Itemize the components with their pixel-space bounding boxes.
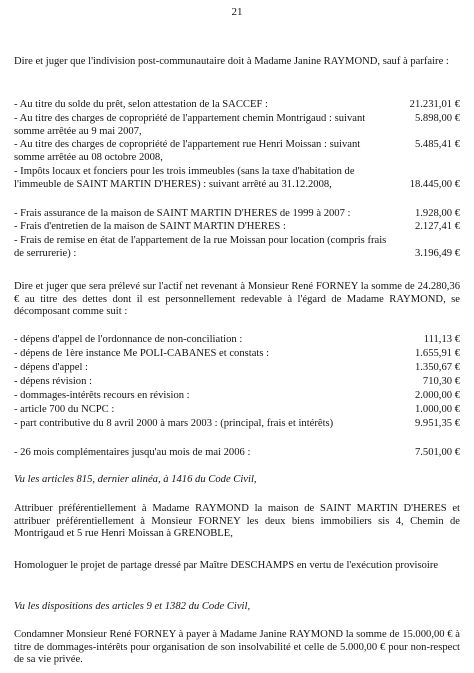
debt-amount: 9.951,35 € <box>414 418 460 429</box>
debt-amount: 1.350,67 € <box>414 362 460 373</box>
debt-text: - article 700 du NCPC : <box>14 404 115 415</box>
debt-amount: 111,13 € <box>423 334 460 345</box>
debt-row <box>14 447 460 460</box>
debt-intro-paragraph: Dire et juger que sera prélevé sur l'actif net revenant à Monsieur René FORNEY la somme de 24.280,36 € au titre des dettes dont il est personnellement redevable à l'égard de Madame RAYMOND, se décomposant comme suit : <box>14 281 460 318</box>
claim-text: - Au titre des charges de copropriété de l'appartement chemin Montrigaud : suivant somme arrêtée au 9 mai 2007, <box>14 113 366 137</box>
debt-amount: 1.655,91 € <box>414 348 460 359</box>
debt-row <box>14 376 460 389</box>
claim-text: - Frais assurance de la maison de SAINT MARTIN D'HERES de 1999 à 2007 : <box>14 208 351 219</box>
claim-row <box>14 208 460 221</box>
claim-row <box>14 99 460 112</box>
claim-row <box>14 221 460 234</box>
debt-amount: 2.000,00 € <box>414 390 460 401</box>
condemnation-paragraph: Condamner Monsieur René FORNEY à payer à Madame Janine RAYMOND la somme de 15.000,00 € à titre de dommages-intérêts pour organisation de son insolvabilité et celle de 5.000,00 € pour non-respect de sa vie privée. <box>14 629 460 666</box>
claim-amount: 5.898,00 € <box>414 113 460 124</box>
attribution-paragraph: Attribuer préférentiellement à Madame RAYMOND la maison de SAINT MARTIN D'HERES et attribuer préférentiellement à Monsieur FORNEY les deux biens immobiliers sis 4, Chemin de Montrigaud et 5 rue Henri Moissan à GRENOBLE, <box>14 503 460 540</box>
debt-amount: 1.000,00 € <box>414 404 460 415</box>
claim-amount: 2.127,41 € <box>414 221 460 232</box>
debt-amount: 7.501,00 € <box>414 447 460 458</box>
claim-text: - Impôts locaux et fonciers pour les trois immeubles (sans la taxe d'habitation de l'immeuble de SAINT MARTIN D'HERES) : suivant arrêté au 31.12.2008, <box>14 166 355 190</box>
claim-amount: 18.445,00 € <box>409 178 460 190</box>
debt-amount: 710,30 € <box>422 376 460 387</box>
debt-text: - dépens révision : <box>14 376 92 387</box>
debt-row <box>14 390 460 403</box>
claim-amount: 21.231,01 € <box>409 99 460 110</box>
homologation-paragraph: Homologuer le projet de partage dressé par Maître DESCHAMPS en vertu de l'exécution provisoire <box>14 560 439 571</box>
debt-text: - dépens d'appel de l'ordonnance de non-conciliation : <box>14 334 243 345</box>
claim-row <box>14 166 460 191</box>
debt-row <box>14 418 460 431</box>
debt-row <box>14 404 460 417</box>
claim-row <box>14 113 460 138</box>
debt-row <box>14 348 460 361</box>
debt-text: - dépens de 1ère instance Me POLI-CABANES et constats : <box>14 348 270 359</box>
debt-text: - dépens d'appel : <box>14 362 88 373</box>
debt-text: - dommages-intérêts recours en révision : <box>14 390 190 401</box>
claim-row <box>14 139 460 164</box>
debt-row <box>14 362 460 375</box>
claim-text: - Au titre des charges de copropriété de l'appartement rue Henri Moissan : suivant somme arrêtée au 08 octobre 2008, <box>14 139 361 163</box>
debt-text: - 26 mois complémentaires jusqu'au mois de mai 2006 : <box>14 447 251 458</box>
claim-text: - Frais de remise en état de l'appartement de la rue Moissan pour location (compris frais de serrurerie) : <box>14 235 387 259</box>
debt-row <box>14 334 460 347</box>
claim-row <box>14 235 460 260</box>
legal-reference: Vu les dispositions des articles 9 et 1382 du Code Civil, <box>14 601 251 612</box>
claim-amount: 1.928,00 € <box>414 208 460 219</box>
debt-text: - part contributive du 8 avril 2000 à mars 2003 : (principal, frais et intérêts) <box>14 418 334 429</box>
claim-amount: 5.485,41 € <box>414 139 460 150</box>
page-number: 21 <box>231 6 243 18</box>
claim-amount: 3.196,49 € <box>414 247 460 259</box>
claim-text: - Frais d'entretien de la maison de SAINT MARTIN D'HERES : <box>14 221 286 232</box>
intro-paragraph: Dire et juger que l'indivision post-communautaire doit à Madame Janine RAYMOND, sauf à parfaire : <box>14 56 449 67</box>
claim-text: - Au titre du solde du prêt, selon attestation de la SACCEF : <box>14 99 268 110</box>
legal-reference: Vu les articles 815, dernier alinéa, à 1416 du Code Civil, <box>14 474 257 485</box>
